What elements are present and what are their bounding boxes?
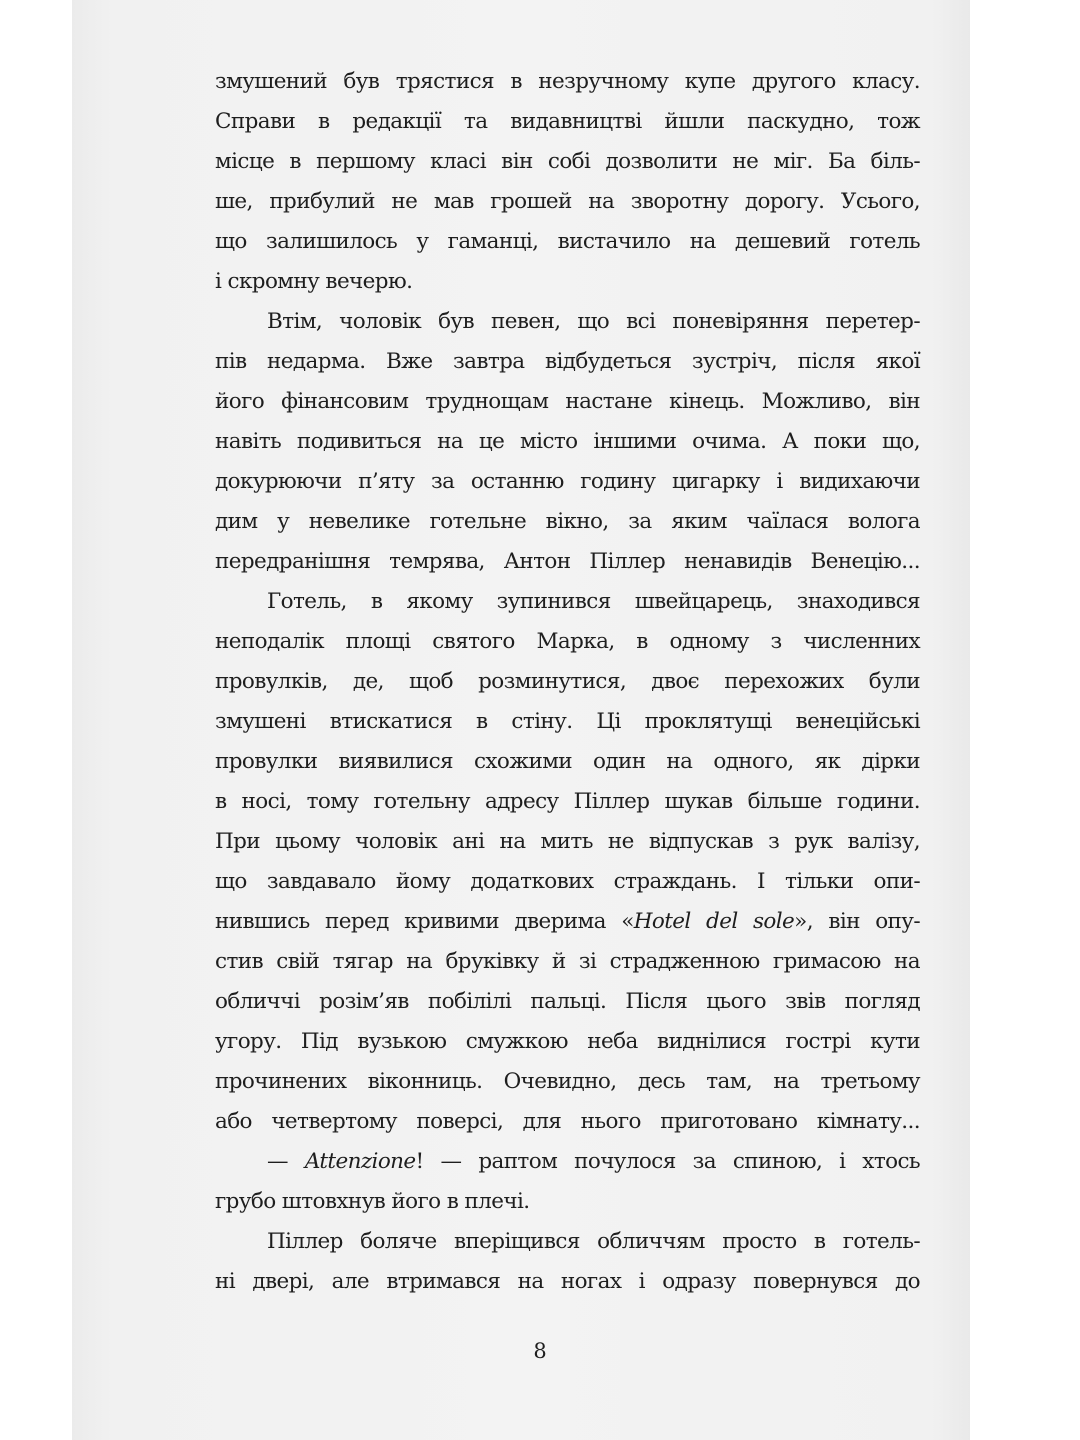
text-line: угору. Під вузькою смужкою неба виднілися гострі кути: [215, 1029, 920, 1054]
text-line: в носі, тому готельну адресу Піллер шукав більше години.: [215, 789, 920, 814]
text-line: прочинених віконниць. Очевидно, десь там, на третьому: [215, 1069, 920, 1094]
text-line: або четвертому поверсі, для нього приготовано кімнату...: [215, 1109, 920, 1134]
text-line: грубо штовхнув його в плечі.: [215, 1189, 530, 1214]
text-line: ні двері, але втримався на ногах і одразу повернувся до: [215, 1269, 920, 1294]
dialog-exclamation: Attenzione: [304, 1149, 416, 1174]
text-line: змушені втискатися в стіну. Ці проклятущі венеційські: [215, 709, 920, 734]
dialog-dash: —: [267, 1149, 305, 1174]
text-line: і скромну вечерю.: [215, 269, 413, 294]
paragraph-start: Готель, в якому зупинився швейцарець, знаходився: [267, 589, 920, 614]
paragraph-start: Піллер боляче вперіщився обличчям просто в готель-: [267, 1229, 920, 1254]
paragraph-start: Втім, чоловік був певен, що всі поневіряння перетер-: [267, 309, 920, 334]
text-line: місце в першому класі він собі дозволити не міг. Ба біль-: [215, 149, 920, 174]
text-line: докурюючи п’яту за останню годину цигарку і видихаючи: [215, 469, 920, 494]
hotel-line-before: нившись перед кривими дверима «: [215, 909, 634, 934]
book-text: [215, 62, 920, 1302]
text-line: змушений був трястися в незручному купе другого класу.: [215, 69, 920, 94]
text-line: навіть подивиться на це місто іншими очима. А поки що,: [215, 429, 920, 454]
dialog-line: [215, 1142, 920, 1182]
text-line: неподалік площі святого Марка, в одному з численних: [215, 629, 920, 654]
text-line: обличчі розім’яв побілілі пальці. Після цього звів погляд: [215, 989, 920, 1014]
text-line: пів недарма. Вже завтра відбудеться зустріч, після якої: [215, 349, 920, 374]
hotel-line-after: », він опу-: [794, 909, 920, 934]
dialog-line-after: ! — раптом почулося за спиною, і хтось: [415, 1149, 921, 1174]
text-line: його фінансовим труднощам настане кінець. Можливо, він: [215, 389, 920, 414]
text-line: передранішня темрява, Антон Піллер ненавидів Венецію...: [215, 549, 920, 574]
text-line-hotel: [215, 902, 920, 942]
text-line: провулки виявилися схожими один на одного, як дірки: [215, 749, 920, 774]
text-line: При цьому чоловік ані на мить не відпускав з рук валізу,: [215, 829, 920, 854]
text-line: що завдавало йому додаткових страждань. І тільки опи-: [215, 869, 920, 894]
page-number: 8: [533, 1339, 547, 1363]
text-line: що залишилось у гаманці, вистачило на дешевий готель: [215, 229, 920, 254]
text-line: дим у невелике готельне вікно, за яким чаїлася волога: [215, 509, 920, 534]
text-line: провулків, де, щоб розминутися, двоє перехожих були: [215, 669, 920, 694]
hotel-name: Hotel del sole: [633, 909, 795, 934]
text-line: ше, прибулий не мав грошей на зворотну дорогу. Усього,: [215, 189, 920, 214]
text-line: стив свій тягар на бруківку й зі страдженною гримасою на: [215, 949, 920, 974]
text-line: Справи в редакції та видавництві йшли паскудно, тож: [215, 109, 920, 134]
